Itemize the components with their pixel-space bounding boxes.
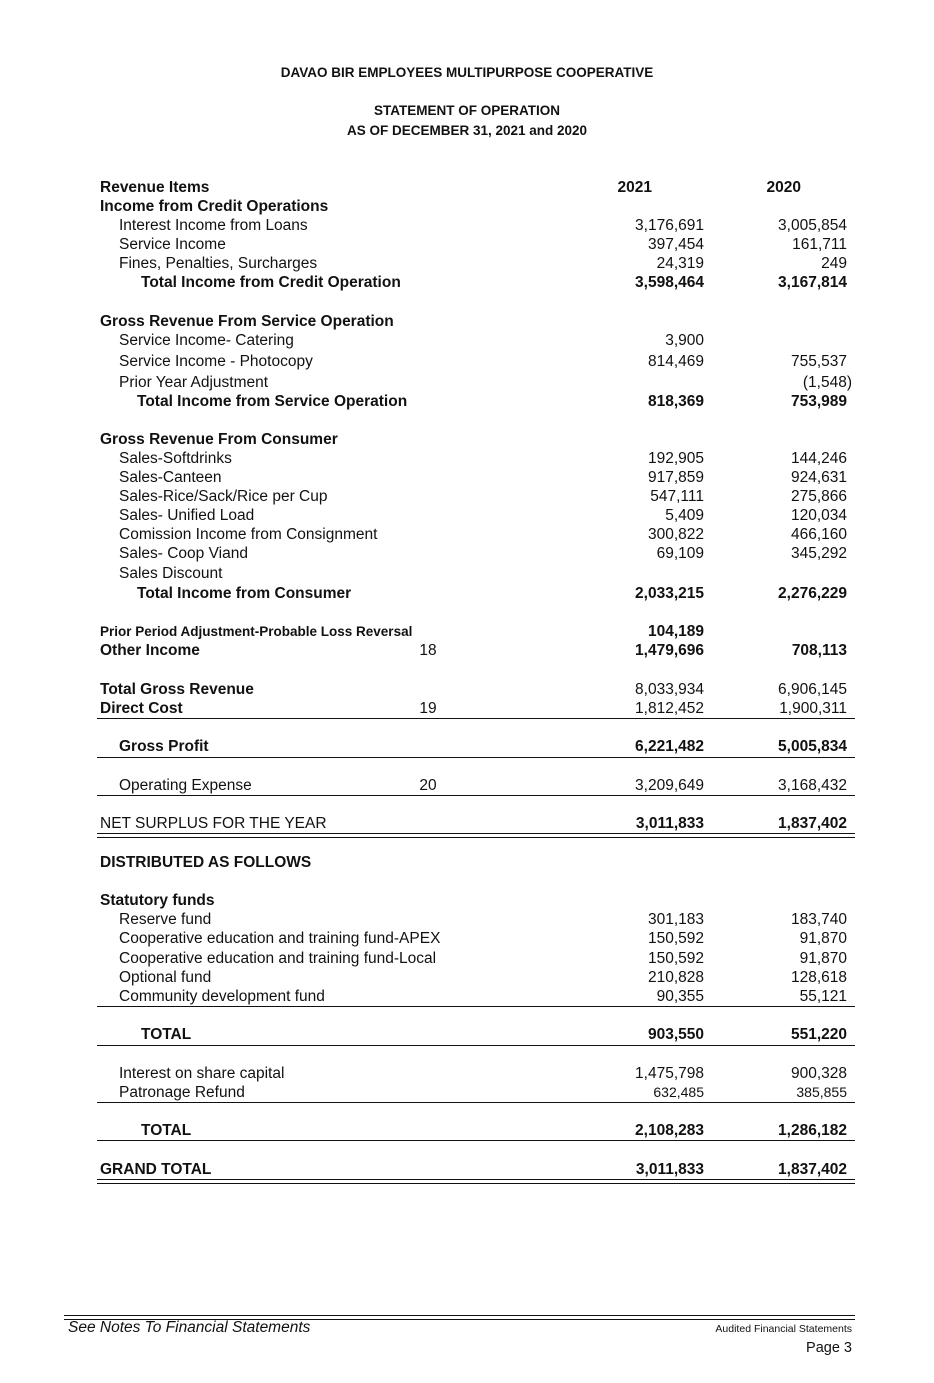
section-heading-credit: Income from Credit Operations (100, 198, 329, 215)
others-total-row: TOTAL 2,108,283 1,286,182 (141, 1122, 847, 1139)
rule (97, 757, 855, 758)
line-item: Reserve fund 301,183 183,740 (119, 911, 847, 928)
line-item: Prior Year Adjustment (1,548) (119, 374, 852, 391)
line-item: Fines, Penalties, Surcharges 24,319 249 (119, 255, 847, 272)
total-gross-revenue-row: Total Gross Revenue 8,033,934 6,906,145 (100, 681, 847, 698)
line-item: Optional fund 210,828 128,618 (119, 969, 847, 986)
distribution-heading: DISTRIBUTED AS FOLLOWS (100, 854, 312, 871)
rule (97, 1140, 855, 1141)
statutory-total-row: TOTAL 903,550 551,220 (141, 1026, 847, 1043)
other-income-row: Other Income 18 1,479,696 708,113 (100, 642, 847, 659)
column-header-label: Revenue Items (100, 179, 210, 196)
line-item: Patronage Refund 632,485 385,855 (119, 1084, 847, 1101)
line-item: Sales-Softdrinks 192,905 144,246 (119, 450, 847, 467)
double-rule (97, 833, 855, 838)
column-header-2021: 2021 (617, 179, 652, 196)
section-heading-consumer: Gross Revenue From Consumer (100, 431, 338, 448)
direct-cost-row: Direct Cost 19 1,812,452 1,900,311 (100, 700, 847, 717)
line-item: Sales Discount (119, 565, 223, 582)
page-number: Page 3 (806, 1340, 852, 1356)
footer-audited-label: Audited Financial Statements (715, 1323, 852, 1335)
note-reference: 19 (419, 700, 437, 717)
organization-name: DAVAO BIR EMPLOYEES MULTIPURPOSE COOPERATIVE (280, 65, 654, 80)
rule (97, 1006, 855, 1007)
line-item: Interest on share capital 1,475,798 900,328 (119, 1065, 847, 1082)
line-item: Service Income- Catering 3,900 (119, 332, 704, 349)
line-item: Service Income - Photocopy 814,469 755,537 (119, 353, 847, 370)
rule (97, 1045, 855, 1046)
net-surplus-row: NET SURPLUS FOR THE YEAR 3,011,833 1,837,402 (100, 815, 847, 832)
line-item: Sales- Coop Viand 69,109 345,292 (119, 545, 847, 562)
line-item: Cooperative education and training fund-APEX 150,592 91,870 (119, 930, 847, 947)
operating-expense-row: Operating Expense 20 3,209,649 3,168,432 (119, 777, 847, 794)
grand-total-row: GRAND TOTAL 3,011,833 1,837,402 (100, 1161, 847, 1178)
line-item: Interest Income from Loans 3,176,691 3,005,854 (119, 217, 847, 234)
column-header-2020: 2020 (766, 179, 801, 196)
note-reference: 18 (419, 642, 437, 659)
rule (97, 1102, 855, 1103)
line-item: Sales-Rice/Sack/Rice per Cup 547,111 275,866 (119, 488, 847, 505)
statutory-funds-heading: Statutory funds (100, 892, 215, 909)
note-reference: 20 (419, 777, 437, 794)
footer-notes-reference: See Notes To Financial Statements (68, 1319, 311, 1336)
section-heading-service: Gross Revenue From Service Operation (100, 313, 394, 330)
subtotal-service: Total Income from Service Operation 818,369 753,989 (137, 393, 847, 410)
gross-profit-row: Gross Profit 6,221,482 5,005,834 (119, 738, 847, 755)
statement-title: STATEMENT OF OPERATION (374, 103, 560, 118)
double-rule (97, 1179, 855, 1184)
subtotal-consumer: Total Income from Consumer 2,033,215 2,276,229 (137, 585, 847, 602)
line-item: Sales- Unified Load 5,409 120,034 (119, 507, 847, 524)
line-item: Cooperative education and training fund-Local 150,592 91,870 (119, 950, 847, 967)
rule (97, 795, 855, 796)
line-item: Sales-Canteen 917,859 924,631 (119, 469, 847, 486)
rule (97, 718, 855, 719)
line-item: Community development fund 90,355 55,121 (119, 988, 847, 1005)
line-item: Service Income 397,454 161,711 (119, 236, 847, 253)
prior-period-adjustment-row: Prior Period Adjustment-Probable Loss Reversal 104,189 (100, 623, 704, 640)
column-header-row (100, 178, 855, 197)
subtotal-credit: Total Income from Credit Operation 3,598,464 3,167,814 (141, 274, 847, 291)
statement-subtitle: AS OF DECEMBER 31, 2021 and 2020 (346, 123, 588, 138)
line-item: Comission Income from Consignment 300,822 466,160 (119, 526, 847, 543)
